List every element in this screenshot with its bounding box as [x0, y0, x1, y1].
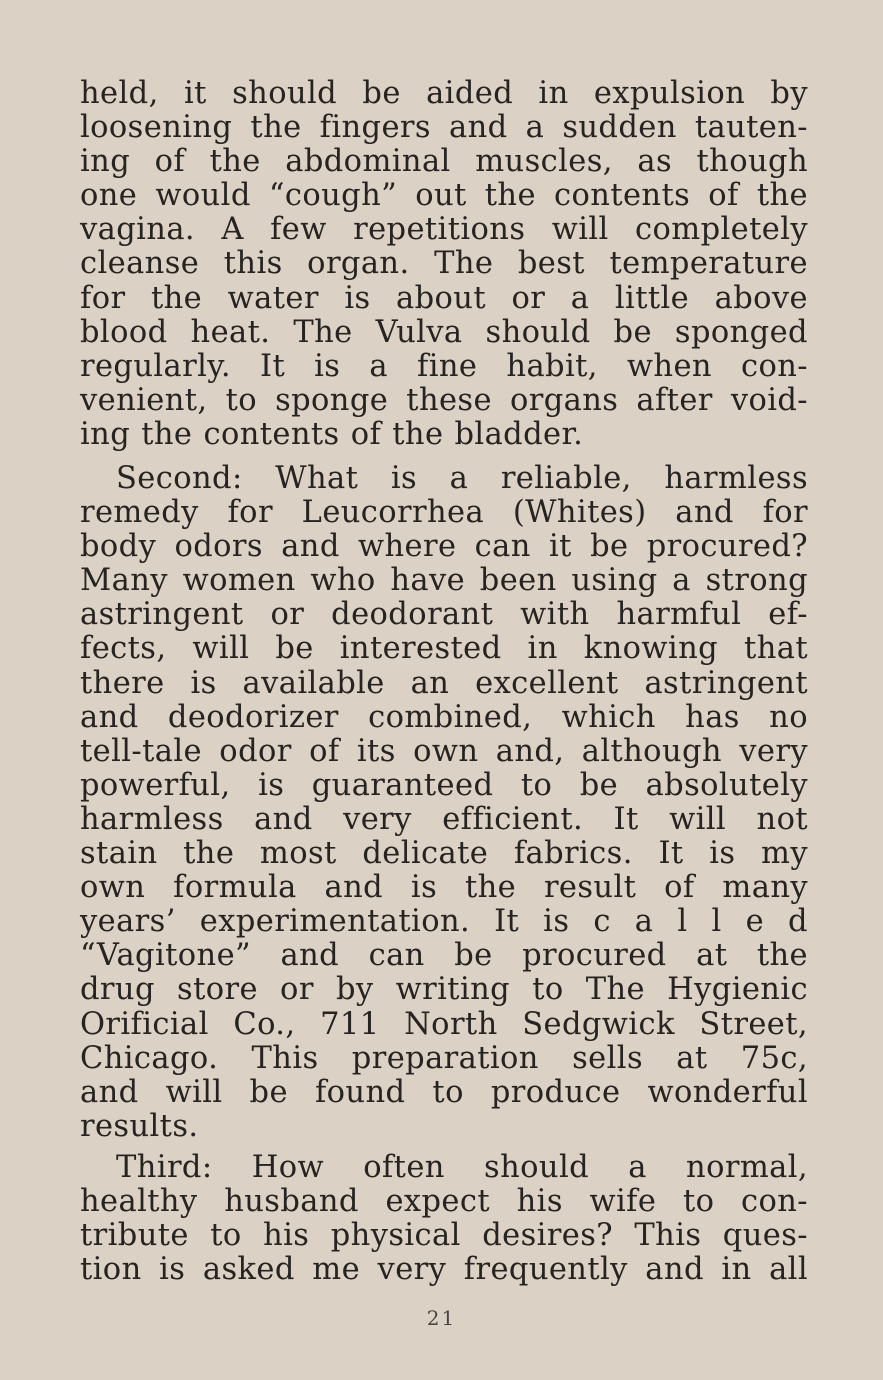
- text-line: stain the most delicate fabrics. It is my: [80, 836, 808, 872]
- text-line: “Vagitone” and can be procured at the: [80, 938, 808, 974]
- text-line: healthy husband expect his wife to con-: [80, 1184, 808, 1220]
- paragraph-first: [80, 77, 808, 452]
- text-line: tell-tale odor of its own and, although very: [80, 733, 808, 769]
- paragraph-third: [80, 1151, 808, 1287]
- text-line: Third: How often should a normal,: [116, 1150, 808, 1185]
- text-line: blood heat. The Vulva should be sponged: [80, 314, 808, 350]
- paragraph-second: [80, 462, 808, 1144]
- text-line: powerful, is guaranteed to be absolutely: [80, 767, 808, 803]
- text-line: and will be found to produce wonderful: [80, 1074, 808, 1110]
- text-line: for the water is about or a little above: [80, 280, 808, 316]
- text-line: ing the contents of the bladder.: [80, 416, 584, 452]
- text-line: there is available an excellent astringent: [80, 665, 808, 701]
- text-line: Orificial Co., 711 North Sedgwick Street,: [80, 1006, 808, 1042]
- text-line: one would “cough” out the contents of the: [80, 178, 808, 214]
- text-line: regularly. It is a fine habit, when con-: [80, 348, 808, 384]
- text-line: Second: What is a reliable, harmless: [116, 461, 808, 496]
- text-line: Many women who have been using a strong: [80, 563, 808, 599]
- text-line: tion is asked me very frequently and in all: [80, 1252, 808, 1288]
- text-line: and deodorizer combined, which has no: [80, 699, 808, 735]
- text-line: cleanse this organ. The best temperature: [80, 246, 808, 282]
- text-line: venient, to sponge these organs after void-: [80, 382, 808, 418]
- text-line: remedy for Leucorrhea (Whites) and for: [80, 495, 808, 531]
- text-line: loosening the fingers and a sudden tauten-: [80, 110, 808, 146]
- text-line: held, it should be aided in expulsion by: [80, 76, 808, 111]
- text-line: drug store or by writing to The Hygienic: [80, 972, 808, 1008]
- text-line: tribute to his physical desires? This ques-: [80, 1218, 808, 1254]
- text-line: ing of the abdominal muscles, as though: [80, 144, 808, 180]
- text-line: results.: [80, 1108, 199, 1144]
- page-number: 21: [426, 1306, 457, 1330]
- text-line: body odors and where can it be procured?: [80, 529, 808, 565]
- text-line: years’ experimentation. It is c a l l e d: [80, 904, 808, 940]
- text-line: harmless and very efficient. It will not: [80, 801, 808, 837]
- text-line: vagina. A few repetitions will completely: [80, 212, 808, 248]
- text-line: Chicago. This preparation sells at 75c,: [80, 1040, 808, 1076]
- text-line: own formula and is the result of many: [80, 870, 808, 906]
- text-line: fects, will be interested in knowing that: [80, 631, 808, 667]
- text-line: astringent or deodorant with harmful ef-: [80, 597, 808, 633]
